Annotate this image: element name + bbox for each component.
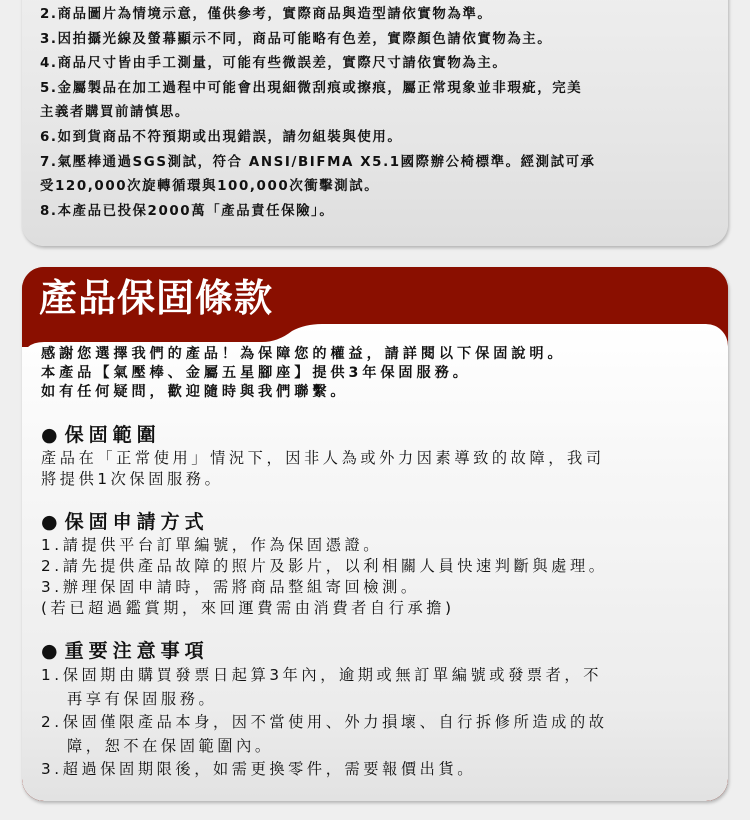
section-line: 2.保固僅限產品本身，因不當使用、外力損壞、自行拆修所造成的故 [41, 713, 608, 731]
section-line: (若已超過鑑賞期，來回運費需由消費者自行承擔) [41, 599, 455, 617]
section-heading [41, 639, 608, 664]
section-line: 1.保固期由購買發票日起算3年內，逾期或無訂單編號或發票者，不 [41, 666, 603, 684]
bullet-icon: ● [41, 424, 63, 446]
note-item: 主義者購買前請慎思。 [40, 105, 190, 121]
section-line: 3.辦理保固申請時，需將商品整組寄回檢測。 [41, 578, 420, 596]
section-coverage [41, 423, 608, 490]
section-line: 3.超過保固期限後，如需更換零件，需要報價出貨。 [41, 760, 477, 778]
note-item: 受120,000次旋轉循環與100,000次衝擊測試。 [40, 179, 380, 195]
bullet-icon: ● [41, 511, 63, 533]
intro-line: 本產品【氣壓棒、金屬五星腳座】提供3年保固服務。 [41, 365, 471, 381]
note-item: 4.商品尺寸皆由手工測量，可能有些微誤差，實際尺寸請依實物為主。 [40, 56, 508, 72]
section-line: 產品在「正常使用」情況下，因非人為或外力因素導致的故障，我司 [41, 449, 605, 467]
bullet-icon: ● [41, 640, 63, 662]
notes-list [40, 3, 596, 224]
note-item: 5.金屬製品在加工過程中可能會出現細微刮痕或擦痕，屬正常現象並非瑕疵，完美 [40, 80, 583, 96]
warranty-card [22, 267, 728, 801]
section-heading [41, 510, 608, 535]
section-heading-text: 重要注意事項 [64, 640, 209, 662]
section-line: 1.請提供平台訂單編號，作為保固憑證。 [41, 536, 383, 554]
section-line: 將提供1次保固服務。 [41, 470, 224, 488]
intro-line: 感謝您選擇我們的產品！為保障您的權益，請詳閱以下保固說明。 [41, 346, 566, 362]
warranty-title: 產品保固條款 [39, 276, 274, 320]
warranty-content [41, 345, 608, 782]
warranty-intro [41, 345, 608, 402]
section-heading-text: 保固範圍 [64, 424, 161, 446]
section-line: 2.請先提供產品故障的照片及影片，以利相關人員快速判斷與處理。 [41, 557, 608, 575]
section-line: 障，恕不在保固範圍內。 [67, 736, 274, 755]
section-important-notes [41, 639, 608, 782]
product-notes-card [22, 0, 728, 246]
note-item: 8.本產品已投保2000萬「產品責任保險」。 [40, 203, 335, 219]
note-item: 2.商品圖片為情境示意，僅供參考，實際商品與造型請依實物為準。 [40, 7, 493, 22]
section-heading [41, 423, 608, 448]
section-heading-text: 保固申請方式 [64, 511, 209, 533]
intro-line: 如有任何疑問，歡迎隨時與我們聯繫。 [41, 384, 349, 400]
note-item: 7.氣壓棒通過SGS測試，符合 ANSI/BIFMA X5.1國際辦公椅標準。經測試可承 [40, 154, 596, 170]
note-item: 3.因拍攝光線及螢幕顯示不同，商品可能略有色差，實際顏色請依實物為主。 [40, 31, 553, 47]
section-line: 再享有保固服務。 [67, 689, 218, 708]
section-application [41, 510, 608, 619]
note-item: 6.如到貨商品不符預期或出現錯誤，請勿組裝與使用。 [40, 129, 403, 145]
